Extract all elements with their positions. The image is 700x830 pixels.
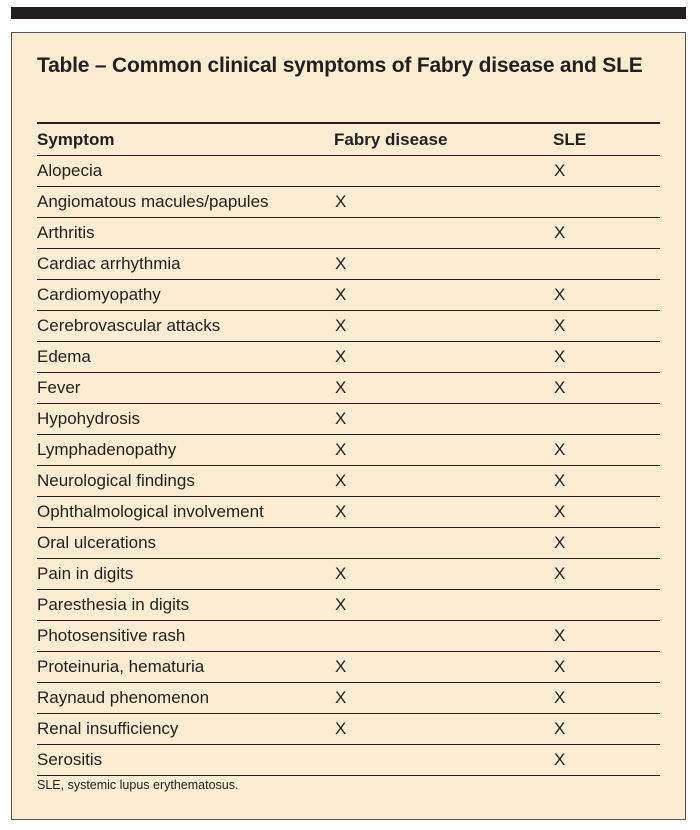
table-row — [37, 435, 660, 466]
fabry-disease-cell — [334, 404, 553, 435]
fabry-disease-cell — [334, 342, 553, 373]
sle-cell — [553, 342, 660, 373]
symptom-cell: Paresthesia in digits — [37, 590, 334, 621]
fabry-disease-cell — [334, 466, 553, 497]
symptom-cell: Lymphadenopathy — [37, 435, 334, 466]
fabry-disease-mark: X — [335, 471, 347, 490]
symptom-cell: Pain in digits — [37, 559, 334, 590]
sle-mark: X — [554, 440, 566, 459]
fabry-disease-cell — [334, 621, 553, 652]
table-row — [37, 218, 660, 249]
column-header-symptom: Symptom — [37, 123, 334, 156]
fabry-disease-cell — [334, 373, 553, 404]
fabry-disease-cell — [334, 156, 553, 187]
sle-mark: X — [554, 378, 566, 397]
fabry-disease-mark: X — [335, 688, 347, 707]
table-footnote: SLE, systemic lupus erythematosus. — [37, 778, 239, 792]
fabry-disease-mark: X — [335, 657, 347, 676]
symptom-cell: Proteinuria, hematuria — [37, 652, 334, 683]
fabry-disease-mark: X — [335, 502, 347, 521]
fabry-disease-mark: X — [335, 347, 347, 366]
sle-mark: X — [554, 471, 566, 490]
sle-cell — [553, 621, 660, 652]
symptom-cell: Neurological findings — [37, 466, 334, 497]
sle-cell — [553, 745, 660, 776]
sle-mark: X — [554, 347, 566, 366]
sle-cell — [553, 311, 660, 342]
table-row — [37, 466, 660, 497]
table-row — [37, 187, 660, 218]
sle-cell — [553, 559, 660, 590]
table-row — [37, 497, 660, 528]
symptom-cell: Ophthalmological involvement — [37, 497, 334, 528]
sle-cell — [553, 373, 660, 404]
fabry-disease-mark: X — [335, 564, 347, 583]
fabry-disease-cell — [334, 435, 553, 466]
symptom-cell: Arthritis — [37, 218, 334, 249]
table-panel — [11, 32, 686, 820]
sle-cell — [553, 590, 660, 621]
column-header-sle: SLE — [553, 123, 660, 156]
sle-cell — [553, 714, 660, 745]
table-row — [37, 342, 660, 373]
fabry-disease-mark: X — [335, 409, 347, 428]
table-row — [37, 373, 660, 404]
table-row — [37, 280, 660, 311]
sle-mark: X — [554, 626, 566, 645]
sle-mark: X — [554, 688, 566, 707]
sle-cell — [553, 652, 660, 683]
sle-mark: X — [554, 750, 566, 769]
fabry-disease-cell — [334, 280, 553, 311]
symptom-cell: Oral ulcerations — [37, 528, 334, 559]
sle-cell — [553, 404, 660, 435]
table-row — [37, 621, 660, 652]
fabry-disease-mark: X — [335, 316, 347, 335]
table-row — [37, 311, 660, 342]
table-row — [37, 404, 660, 435]
sle-cell — [553, 683, 660, 714]
sle-cell — [553, 218, 660, 249]
sle-mark: X — [554, 161, 566, 180]
symptom-cell: Hypohydrosis — [37, 404, 334, 435]
symptoms-table — [37, 122, 660, 776]
symptom-cell: Angiomatous macules/papules — [37, 187, 334, 218]
symptom-cell: Cardiac arrhythmia — [37, 249, 334, 280]
table-row — [37, 714, 660, 745]
table-row — [37, 249, 660, 280]
table-row — [37, 559, 660, 590]
table-row — [37, 156, 660, 187]
sle-cell — [553, 187, 660, 218]
symptom-cell: Alopecia — [37, 156, 334, 187]
symptom-cell: Raynaud phenomenon — [37, 683, 334, 714]
sle-cell — [553, 280, 660, 311]
sle-cell — [553, 466, 660, 497]
sle-mark: X — [554, 564, 566, 583]
fabry-disease-cell — [334, 683, 553, 714]
fabry-disease-cell — [334, 497, 553, 528]
fabry-disease-cell — [334, 528, 553, 559]
fabry-disease-cell — [334, 652, 553, 683]
sle-mark: X — [554, 657, 566, 676]
sle-cell — [553, 249, 660, 280]
top-rule-bar — [11, 7, 686, 19]
fabry-disease-cell — [334, 559, 553, 590]
fabry-disease-cell — [334, 745, 553, 776]
fabry-disease-mark: X — [335, 192, 347, 211]
fabry-disease-cell — [334, 218, 553, 249]
sle-cell — [553, 528, 660, 559]
fabry-disease-mark: X — [335, 378, 347, 397]
sle-mark: X — [554, 316, 566, 335]
table-row — [37, 683, 660, 714]
fabry-disease-cell — [334, 187, 553, 218]
fabry-disease-mark: X — [335, 285, 347, 304]
table-row — [37, 590, 660, 621]
symptom-cell: Edema — [37, 342, 334, 373]
sle-cell — [553, 497, 660, 528]
fabry-disease-mark: X — [335, 440, 347, 459]
symptom-cell: Cardiomyopathy — [37, 280, 334, 311]
symptom-cell: Fever — [37, 373, 334, 404]
symptom-cell: Photosensitive rash — [37, 621, 334, 652]
sle-mark: X — [554, 502, 566, 521]
fabry-disease-mark: X — [335, 595, 347, 614]
sle-cell — [553, 156, 660, 187]
sle-mark: X — [554, 533, 566, 552]
sle-mark: X — [554, 719, 566, 738]
table-title: Table – Common clinical symptoms of Fabry disease and SLE — [37, 54, 643, 77]
symptom-cell: Renal insufficiency — [37, 714, 334, 745]
fabry-disease-cell — [334, 249, 553, 280]
fabry-disease-mark: X — [335, 254, 347, 273]
table-row — [37, 652, 660, 683]
fabry-disease-cell — [334, 590, 553, 621]
sle-mark: X — [554, 285, 566, 304]
table-row — [37, 528, 660, 559]
fabry-disease-cell — [334, 311, 553, 342]
column-header-fabry-disease: Fabry disease — [334, 123, 553, 156]
sle-mark: X — [554, 223, 566, 242]
sle-cell — [553, 435, 660, 466]
fabry-disease-mark: X — [335, 719, 347, 738]
symptom-cell: Serositis — [37, 745, 334, 776]
table-body — [37, 156, 660, 776]
fabry-disease-cell — [334, 714, 553, 745]
table-row — [37, 745, 660, 776]
symptom-cell: Cerebrovascular attacks — [37, 311, 334, 342]
table-header-row — [37, 123, 660, 156]
